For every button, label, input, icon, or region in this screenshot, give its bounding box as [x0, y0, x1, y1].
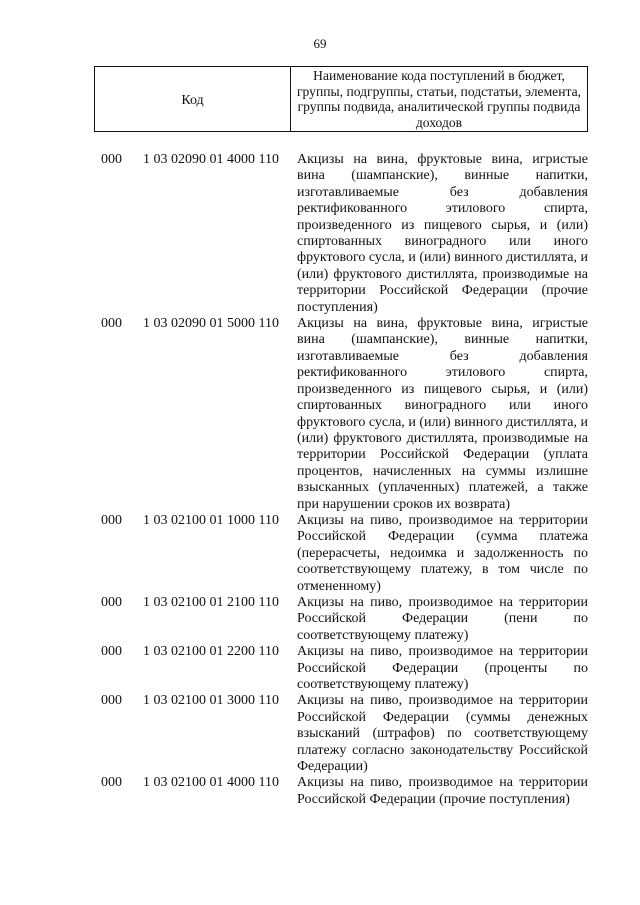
row-description: Акцизы на пиво, производимое на территории Российской Федерации (сумма платежа (перерасчеты, недоимка и задолженность по соответствующему платежу, в том числе по отмененному)	[297, 512, 588, 594]
row-description: Акцизы на вина, фруктовые вина, игристые вина (шампанские), винные напитки, изготавливаемые без добавления ректификованного этилового спирта, произведенного из пищевого сырья, и (или) спиртованных виноградного или иного фруктового сусла, и (или) винного дистиллята, и (или) фруктового дистиллята, производимые на территории Российской Федерации (прочие поступления)	[297, 152, 588, 315]
table-row	[0, 595, 640, 644]
row-admin-code: 000	[101, 152, 122, 167]
table-row	[0, 644, 640, 693]
row-admin-code: 000	[101, 693, 122, 709]
table-row	[0, 775, 640, 808]
row-budget-code: 1 03 02100 01 3000 110	[143, 693, 279, 709]
row-description: Акцизы на вина, фруктовые вина, игристые вина (шампанские), винные напитки, изготавливаемые без добавления ректификованного этилового спирта, произведенного из пищевого сырья, и (или) спиртованных виноградного или иного фруктового сусла, и (или) винного дистиллята, и (или) фруктового дистиллята, производимые на территории Российской Федерации (уплата процентов, начисленных на суммы излишне взысканных (уплаченных) платежей, а также при нарушении сроков их возврата)	[297, 316, 588, 512]
row-budget-code: 1 03 02090 01 4000 110	[143, 152, 279, 167]
row-budget-code: 1 03 02100 01 2200 110	[143, 644, 279, 660]
row-description: Акцизы на пиво, производимое на территории Российской Федерации (пени по соответствующему платежу)	[297, 594, 588, 643]
row-admin-code: 000	[101, 775, 122, 791]
row-description: Акцизы на пиво, производимое на территории Российской Федерации (суммы денежных взысканий (штрафов) по соответствующему платежу согласно законодательству Российской Федерации)	[297, 693, 588, 775]
row-budget-code: 1 03 02100 01 2100 110	[143, 594, 279, 610]
table-row	[0, 152, 640, 316]
table-row	[0, 693, 640, 775]
table-row	[0, 513, 640, 595]
code-list	[0, 152, 640, 808]
row-budget-code: 1 03 02100 01 4000 110	[143, 775, 279, 791]
table-header	[94, 66, 588, 132]
row-admin-code: 000	[101, 512, 122, 528]
row-description: Акцизы на пиво, производимое на территории Российской Федерации (прочие поступления)	[297, 775, 588, 807]
row-admin-code: 000	[101, 316, 122, 332]
page-number: 69	[313, 36, 327, 51]
row-admin-code: 000	[101, 644, 122, 660]
header-name-label: Наименование кода поступлений в бюджет, группы, подгруппы, статьи, подстатьи, элемента, группы подвида, аналитической группы подвида доходов	[296, 68, 582, 130]
table-row	[0, 316, 640, 513]
row-budget-code: 1 03 02100 01 1000 110	[143, 512, 279, 528]
header-code-label: Код	[95, 67, 291, 131]
row-budget-code: 1 03 02090 01 5000 110	[143, 316, 279, 332]
row-description: Акцизы на пиво, производимое на территории Российской Федерации (проценты по соответствующему платежу)	[297, 644, 588, 692]
row-admin-code: 000	[101, 594, 122, 610]
